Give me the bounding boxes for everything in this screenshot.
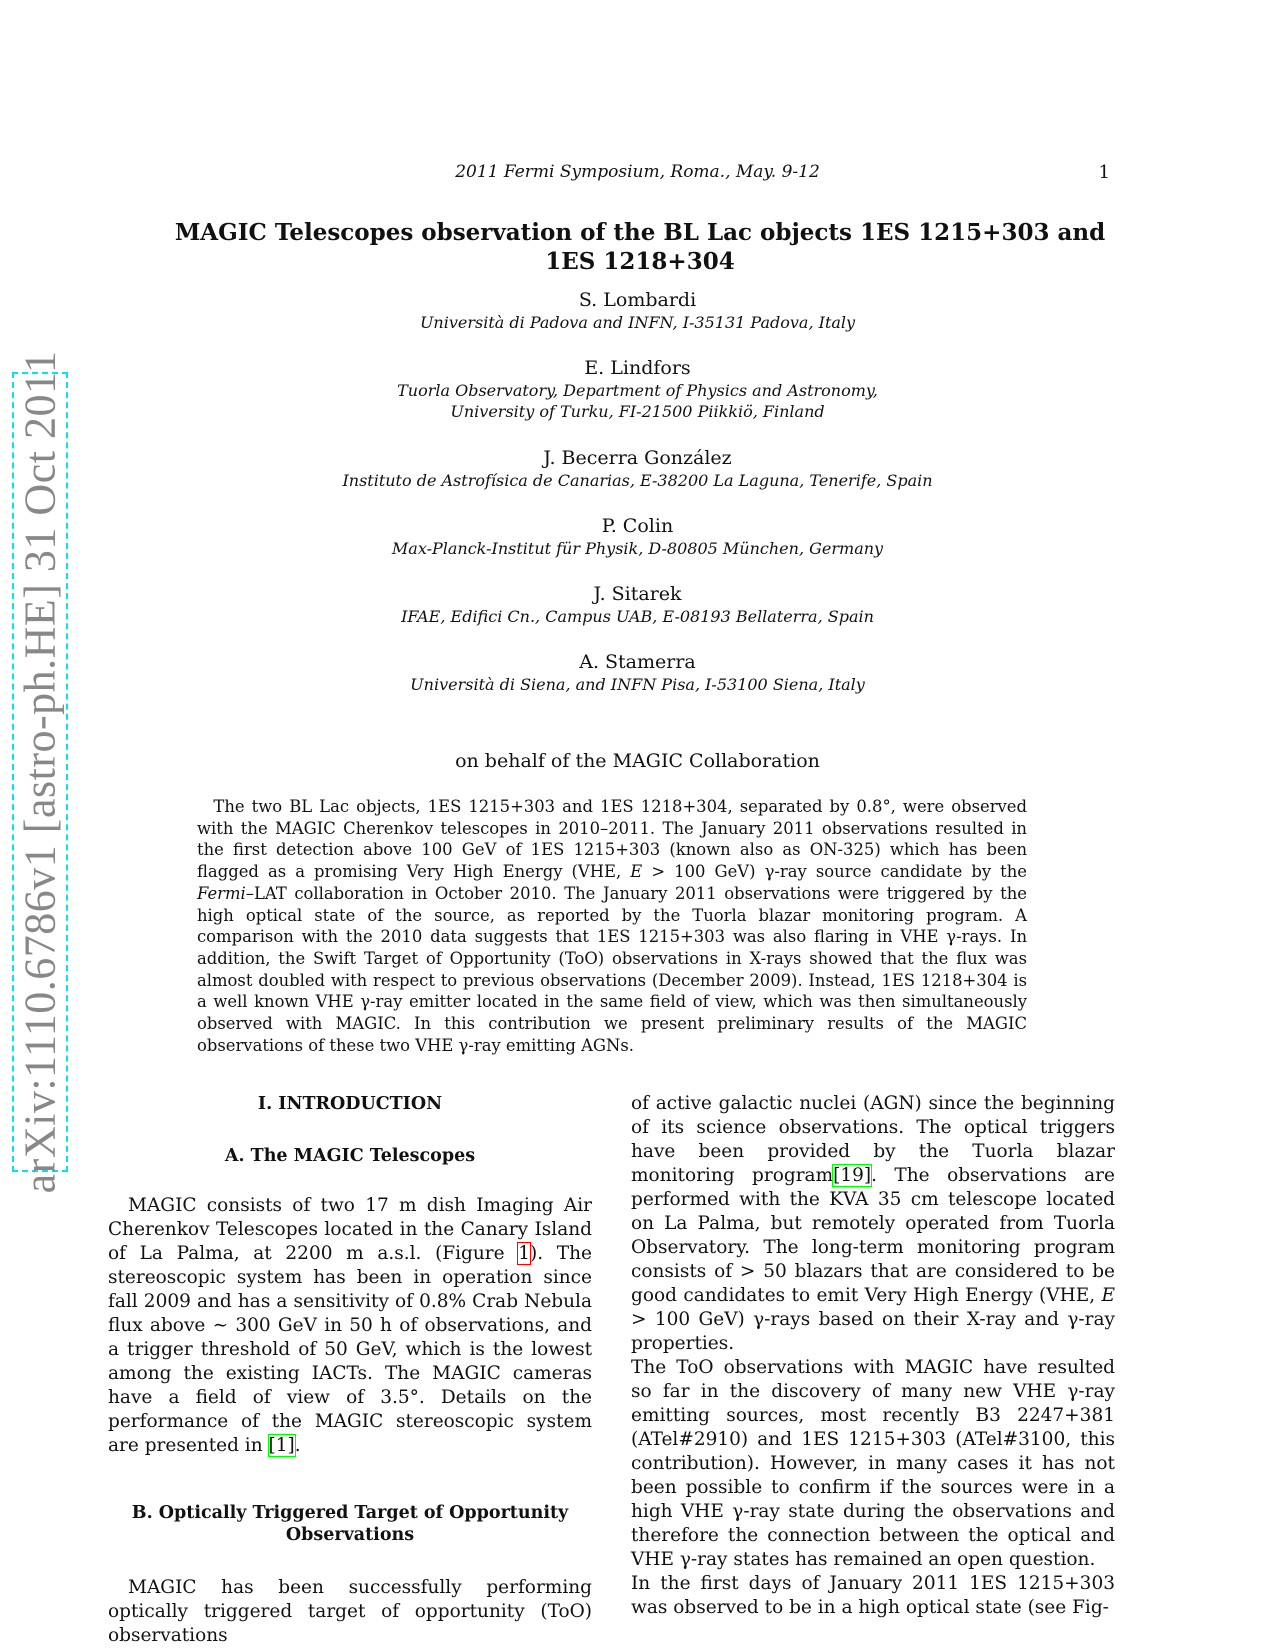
fermi-italic: Fermi [197,883,246,903]
author-block [0,288,1275,333]
arxiv-identifier: arXiv:1110.6786v1 [astro-ph.HE] 31 Oct 2011 [15,350,65,1194]
title-line-2: 1ES 1218+304 [545,248,735,275]
paragraph: The ToO observations with MAGIC have resulted so far in the discovery of many new VHE γ-ray emitting sources, most recently B3 2247+381 (ATel#2910) and 1ES 1215+303 (ATel#3100, this contribution). However, in many cases it has not been possible to confirm if the sources were in a high VHE γ-ray state during the observations and therefore the connection between the optical and VHE γ-ray states has remained an open question. [631,1357,1115,1570]
author-block [0,514,1275,559]
collaboration-note: on behalf of the MAGIC Collaboration [455,750,820,772]
heading-line: Observations [285,1525,415,1545]
paragraph-text: ). The stereoscopic system has been in operation since fall 2009 and has a sensitivity of 0.8% Crab Nebula flux above ∼ 300 GeV in 50 h of observations, and a trigger threshold of 50 GeV, which is the lowest among the existing IACTs. The MAGIC cameras have a field of view of 3.5°. Details on the performance of the MAGIC stereoscopic system are presented in [108,1243,592,1456]
page-number: 1 [1098,162,1110,183]
paragraph-text: MAGIC consists of two 17 m dish Imaging Air Cherenkov Telescopes located in the Canary Island of La Palma, at 2200 m a.s.l. (Figure [108,1195,592,1264]
paragraph [108,1194,592,1458]
author-affiliation: Tuorla Observatory, Department of Physics and Astronomy, [397,381,878,400]
running-header [0,162,1275,188]
math-symbol: E [1101,1285,1115,1306]
paragraph: In the first days of January 2011 1ES 1215+303 was observed to be in a high optical state (see Fig- [631,1573,1115,1618]
math-symbol: E [630,862,643,882]
subsection-heading [108,1502,592,1546]
subsection-heading: A. The MAGIC Telescopes [224,1146,476,1166]
paragraph-text: > 100 GeV) γ-rays based on their X-ray and γ-ray properties. [631,1309,1115,1354]
author-block [0,582,1275,627]
author-affiliation: University of Turku, FI-21500 Piikkiö, Finland [450,402,825,421]
conference-name: 2011 Fermi Symposium, Roma., May. 9-12 [455,162,820,182]
author-name: J. Becerra González [543,447,732,469]
heading-line: B. Optically Triggered Target of Opportunity [131,1503,569,1523]
author-block [0,446,1275,491]
paper-title [120,218,1160,276]
author-block [0,650,1275,695]
author-name: J. Sitarek [593,583,682,605]
author-name: E. Lindfors [584,357,691,379]
title-line-1: MAGIC Telescopes observation of the BL Lac objects 1ES 1215+303 and [174,219,1106,246]
citation-link[interactable]: [1] [268,1435,295,1456]
abstract-text: > 100 GeV) γ-ray source candidate by the [642,862,1027,882]
author-name: P. Colin [601,515,674,537]
abstract-text: The two BL Lac objects, 1ES 1215+303 and 1ES 1218+304, separated by 0.8°, were observed with the MAGIC Cherenkov telescopes in 2010–2011. The January 2011 observations resulted in the first detection above 100 GeV of 1ES 1215+303 (known also as ON-325) which has been flagged as a promising Very High Energy (VHE, [197,797,1027,882]
section-heading: I. INTRODUCTION [257,1094,443,1114]
paragraph: MAGIC has been successfully performing optically triggered target of opportunity (ToO) observations [108,1577,592,1646]
paragraph-text: . [294,1435,301,1456]
author-affiliation: Università di Siena, and INFN Pisa, I-53100 Siena, Italy [410,675,865,694]
author-name: S. Lombardi [578,289,697,311]
author-block [0,356,1275,422]
arxiv-stamp[interactable] [12,350,68,1194]
author-affiliation: Max-Planck-Institut für Physik, D-80805 München, Germany [391,539,884,558]
citation-link[interactable]: [19] [833,1165,872,1186]
paragraph-text: . The observations are performed with the KVA 35 cm telescope located on La Palma, but remotely operated from Tuorla Observatory. The long-term monitoring program consists of > 50 blazars that are considered to be good candidates to emit Very High Energy (VHE, [631,1165,1115,1306]
right-column [631,1092,1115,1620]
author-affiliation: Università di Padova and INFN, I-35131 Padova, Italy [419,313,856,332]
paragraph-text: of active galactic nuclei (AGN) since the beginning of its science observations. The optical triggers have been provided by the Tuorla blazar monitoring program [631,1093,1115,1186]
abstract-text: –LAT collaboration in October 2010. The January 2011 observations were triggered by the high optical state of the source, as reported by the Tuorla blazar monitoring program. A comparison with the 2010 data suggests that 1ES 1215+303 was also flaring in VHE γ-rays. In addition, the Swift Target of Opportunity (ToO) observations in X-rays showed that the flux was almost doubled with respect to previous observations (December 2009). Instead, 1ES 1218+304 is a well known VHE γ-ray emitter located in the same field of view, which was then simultaneously observed with MAGIC. In this contribution we present preliminary results of the MAGIC observations of these two VHE γ-ray emitting AGNs. [197,883,1027,1055]
abstract [197,796,1027,1056]
author-affiliation: Instituto de Astrofísica de Canarias, E-38200 La Laguna, Tenerife, Spain [342,471,933,490]
paragraph [631,1092,1115,1356]
author-name: A. Stamerra [579,651,696,673]
figure-link[interactable]: 1 [518,1243,531,1264]
author-affiliation: IFAE, Edifici Cn., Campus UAB, E-08193 Bellaterra, Spain [401,607,874,626]
left-column [108,1092,592,1648]
